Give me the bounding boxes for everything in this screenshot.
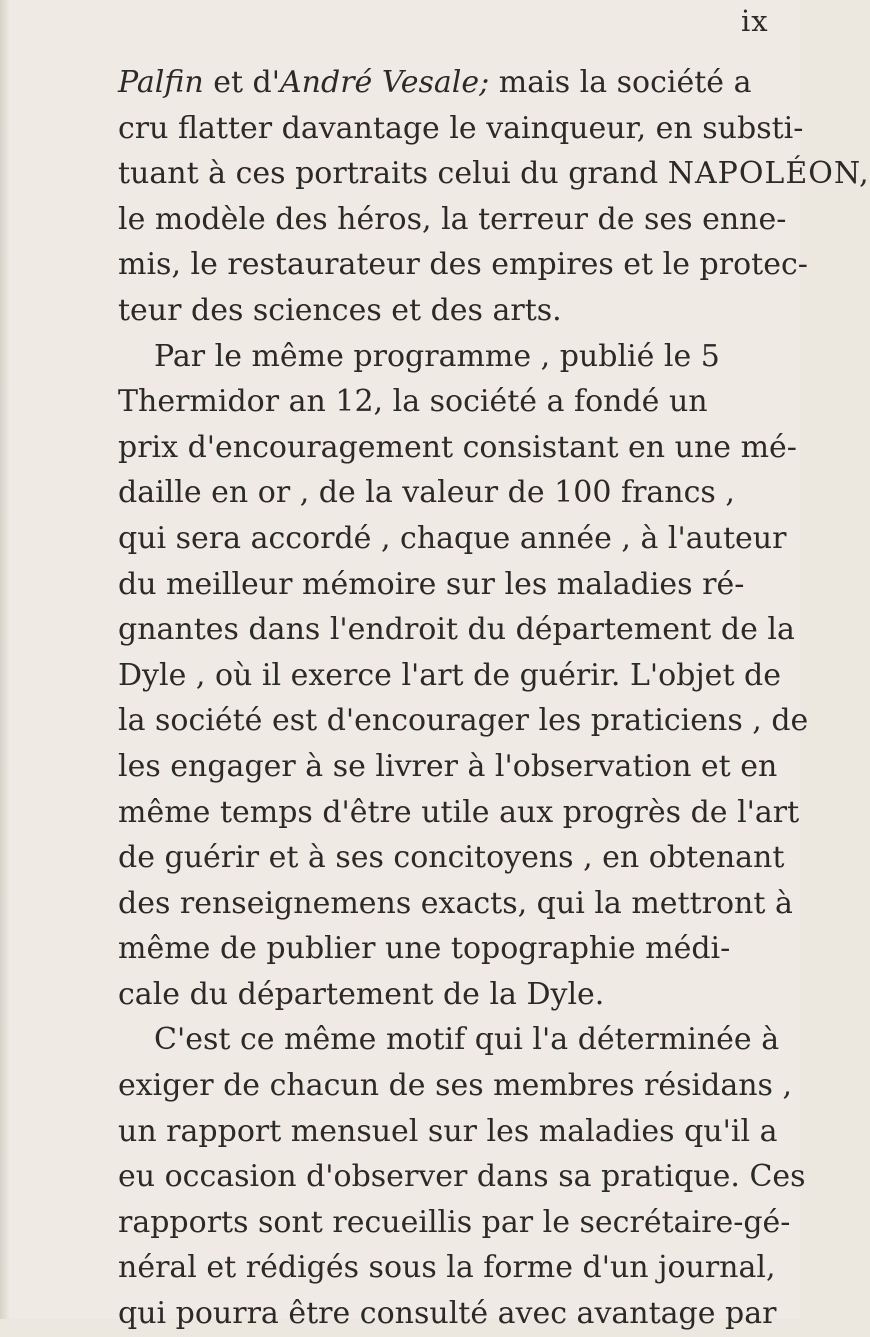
text-run: des renseignemens exacts, qui la mettront à bbox=[118, 885, 793, 921]
text-run: d' bbox=[252, 65, 280, 100]
text-line bbox=[118, 1200, 791, 1246]
text-run: daille en or , de la valeur de 100 francs , bbox=[118, 475, 735, 511]
text-run: Thermidor an 12, la société a fondé un bbox=[118, 384, 708, 420]
text-line bbox=[118, 1291, 788, 1337]
text-run: mis, le restaurateur des empires et le protec- bbox=[118, 247, 808, 283]
text-run: C'est ce même motif qui l'a déterminée à bbox=[154, 1022, 780, 1058]
text-run: eu occasion d'observer dans sa pratique. Ces bbox=[118, 1159, 806, 1195]
text-run: exiger de chacun de ses membres résidans , bbox=[118, 1068, 793, 1104]
text-run: le modèle des héros, la terreur de ses enne- bbox=[118, 201, 787, 237]
text-line bbox=[118, 334, 788, 380]
text-line bbox=[118, 1109, 788, 1155]
text-run: qui pourra être consulté avec avantage par bbox=[118, 1296, 777, 1332]
text-run: Palfin bbox=[118, 65, 204, 100]
text-line bbox=[118, 106, 804, 152]
text-run: Dyle , où il exerce l'art de guérir. L'objet de bbox=[118, 657, 781, 693]
text-run: cale du département de la Dyle. bbox=[118, 976, 605, 1012]
text-run: gnantes dans l'endroit du département de la bbox=[118, 612, 795, 648]
text-line bbox=[118, 1154, 806, 1200]
text-line bbox=[118, 607, 795, 653]
text-line bbox=[118, 1063, 793, 1109]
text-run: André Vesale; bbox=[280, 65, 490, 100]
text-run: NAPOLÉON, bbox=[667, 156, 870, 192]
text-line bbox=[118, 881, 793, 927]
text-run: même temps d'être utile aux progrès de l'art bbox=[118, 794, 800, 830]
text-line bbox=[118, 698, 809, 744]
text-line bbox=[118, 972, 788, 1018]
text-line bbox=[118, 151, 870, 197]
page-number: ix bbox=[741, 4, 769, 38]
text-run: les engager à se livrer à l'observation et en bbox=[118, 748, 778, 784]
text-run: qui sera accordé , chaque année , à l'auteur bbox=[118, 520, 787, 556]
text-line bbox=[118, 60, 788, 106]
text-run: du meilleur mémoire sur les maladies ré- bbox=[118, 566, 745, 602]
text-run: Par le même programme , publié le 5 bbox=[154, 338, 720, 374]
text-run: tuant à ces portraits celui du grand bbox=[118, 156, 668, 192]
text-line bbox=[118, 516, 788, 562]
text-run: de guérir et à ses concitoyens , en obtenant bbox=[118, 840, 785, 876]
text-line bbox=[118, 835, 788, 881]
text-run: rapports sont recueillis par le secrétaire-gé- bbox=[118, 1204, 791, 1240]
text-run: la société est d'encourager les praticiens , de bbox=[118, 703, 809, 739]
text-line bbox=[118, 562, 788, 608]
text-line bbox=[118, 425, 797, 471]
text-line bbox=[118, 653, 788, 699]
text-run: même de publier une topographie médi- bbox=[118, 931, 731, 967]
body-text bbox=[118, 60, 870, 1337]
text-line bbox=[118, 1017, 788, 1063]
text-run: et bbox=[203, 65, 253, 100]
text-run: mais la société a bbox=[489, 65, 752, 100]
text-line bbox=[118, 1245, 788, 1291]
text-run: néral et rédigés sous la forme d'un journal, bbox=[118, 1250, 776, 1286]
text-line bbox=[118, 242, 808, 288]
text-line bbox=[118, 379, 788, 425]
text-line bbox=[118, 744, 788, 790]
text-run: teur des sciences et des arts. bbox=[118, 292, 562, 328]
text-line bbox=[118, 790, 800, 836]
text-run: cru flatter davantage le vainqueur, en substi- bbox=[118, 110, 804, 146]
text-line bbox=[118, 926, 788, 972]
text-line bbox=[118, 197, 788, 243]
text-run: un rapport mensuel sur les maladies qu'il a bbox=[118, 1113, 778, 1149]
text-line bbox=[118, 470, 788, 516]
text-line bbox=[118, 288, 788, 334]
page-edge-shadow bbox=[0, 0, 10, 1319]
text-run: prix d'encouragement consistant en une mé- bbox=[118, 429, 797, 465]
